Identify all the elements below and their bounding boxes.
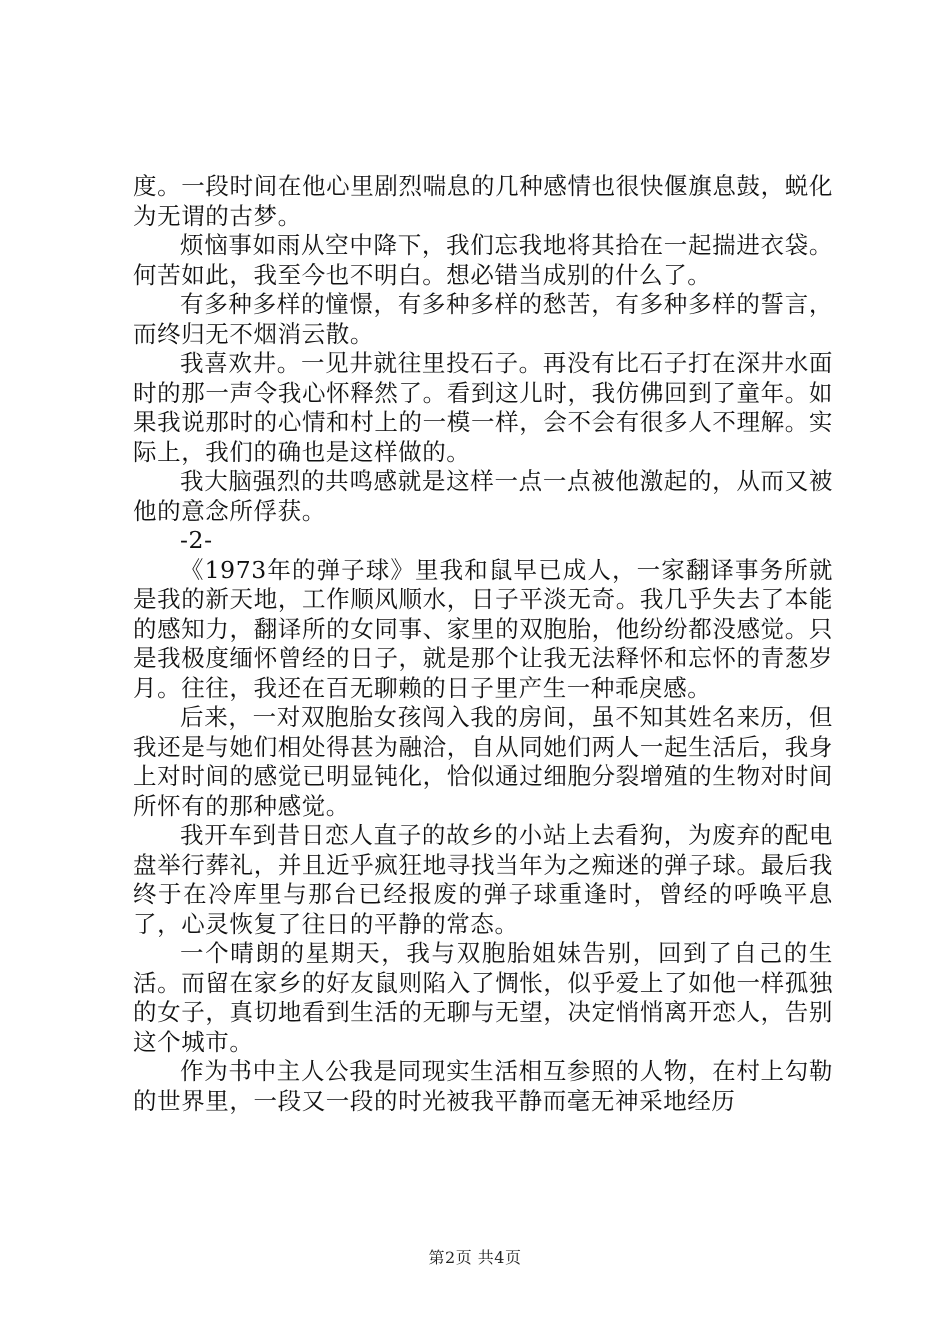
paragraph: 我开车到昔日恋人直子的故乡的小站上去看狗，为废弃的配电盘举行葬礼，并且近乎疯狂地寻找当年为之痴迷的弹子球。最后我终于在冷库里与那台已经报废的弹子球重逢时，曾经的呼唤平息了，心灵恢复了往日的平静的常态。 bbox=[133, 821, 833, 938]
paragraph: 后来，一对双胞胎女孩闯入我的房间，虽不知其姓名来历，但我还是与她们相处得甚为融洽，自从同她们两人一起生活后，我身上对时间的感觉已明显钝化，恰似通过细胞分裂增殖的生物对时间所怀有的那种感觉。 bbox=[133, 703, 833, 820]
section-marker: -2- bbox=[180, 526, 213, 554]
paragraph: 我大脑强烈的共鸣感就是这样一点一点被他激起的，从而又被他的意念所俘获。 bbox=[133, 467, 833, 525]
paragraph: 一个晴朗的星期天，我与双胞胎姐妹告别，回到了自己的生活。而留在家乡的好友鼠则陷入了惆怅，似乎爱上了如他一样孤独的女子，真切地看到生活的无聊与无望，决定悄悄离开恋人，告别这个城市。 bbox=[133, 939, 833, 1056]
paragraph: 我喜欢井。一见井就往里投石子。再没有比石子打在深井水面时的那一声令我心怀释然了。看到这儿时，我仿佛回到了童年。如果我说那时的心情和村上的一模一样，会不会有很多人不理解。实际上，我们的确也是这样做的。 bbox=[133, 349, 833, 466]
paragraph: 《1973年的弹子球》里我和鼠早已成人，一家翻译事务所就是我的新天地，工作顺风顺水，日子平淡无奇。我几乎失去了本能的感知力，翻译所的女同事、家里的双胞胎，他纷纷都没感觉。只是我极度缅怀曾经的日子，就是那个让我无法释怀和忘怀的青葱岁月。往往，我还在百无聊赖的日子里产生一种乖戾感。 bbox=[133, 555, 833, 702]
document-body bbox=[133, 172, 833, 1116]
paragraph: 有多种多样的憧憬，有多种多样的愁苦，有多种多样的誓言，而终归无不烟消云散。 bbox=[133, 290, 833, 348]
page-number-footer: 第2页 共4页 bbox=[428, 1248, 522, 1267]
paragraph: 烦恼事如雨从空中降下，我们忘我地将其拾在一起揣进衣袋。何苦如此，我至今也不明白。想必错当成别的什么了。 bbox=[133, 231, 833, 289]
paragraph: 作为书中主人公我是同现实生活相互参照的人物，在村上勾勒的世界里，一段又一段的时光被我平静而毫无神采地经历 bbox=[133, 1057, 833, 1115]
paragraph-continuation: 度。一段时间在他心里剧烈喘息的几种感情也很快偃旗息鼓，蜕化为无谓的古梦。 bbox=[133, 172, 833, 230]
